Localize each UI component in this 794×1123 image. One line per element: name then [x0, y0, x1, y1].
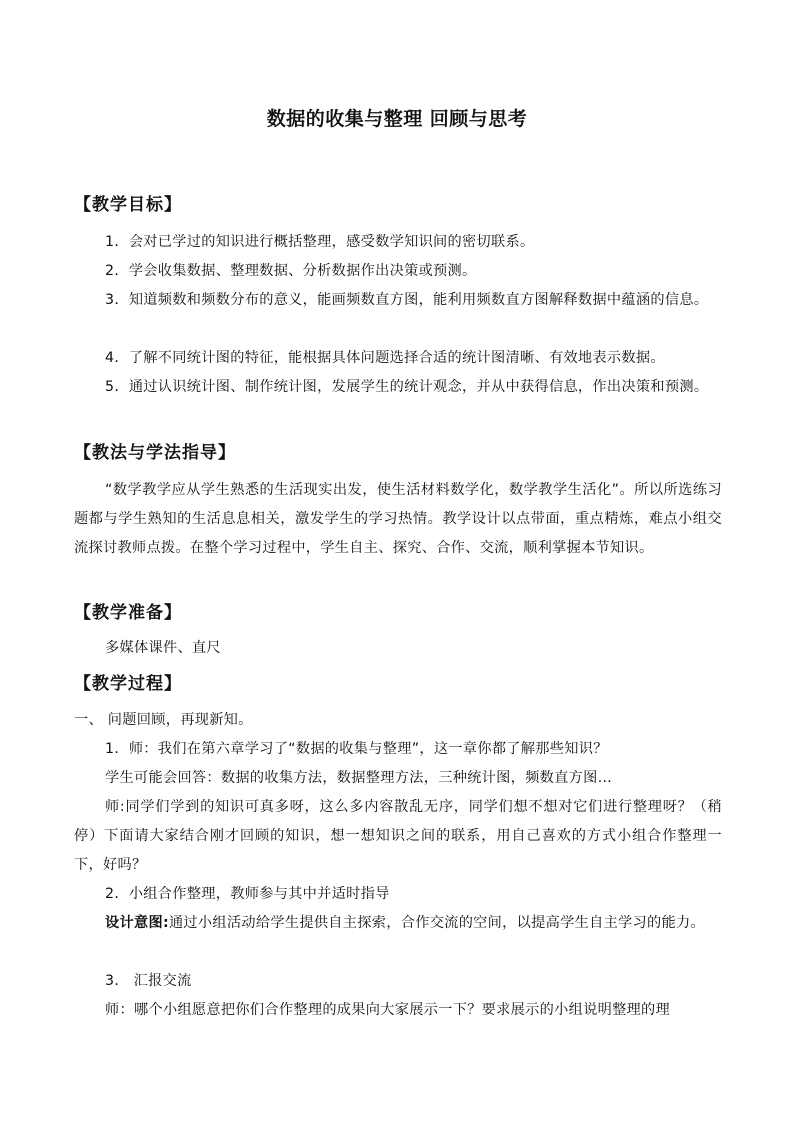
design-intent-paragraph [74, 909, 722, 938]
process-step-1: 一、 问题回顾，再现新知。 [74, 712, 253, 728]
design-intent-text: 通过小组活动给学生提供自主探索，合作交流的空间，以提高学生自主学习的能力。 [168, 915, 705, 931]
process-paragraph-4: 2．小组合作整理，教师参与其中并适时指导 [105, 886, 390, 902]
objective-item-2: 2．学会收集数据、整理数据、分析数据作出决策或预测。 [105, 263, 477, 279]
process-paragraph-5: 3． 汇报交流 [105, 973, 192, 989]
objective-item-1: 1．会对已学过的知识进行概括整理，感受数学知识间的密切联系。 [105, 234, 535, 250]
process-paragraph-1: 1．师：我们在第六章学习了“数据的收集与整理”，这一章你都了解那些知识？ [105, 741, 608, 757]
process-paragraph-3: 师:同学们学到的知识可真多呀，这么多内容散乱无序，同学们想不想对它们进行整理呀？（稍停）下面请大家结合刚才回顾的知识，想一想知识之间的联系，用自己喜欢的方式小组合作整理一下，好吗？ [74, 799, 722, 873]
heading-preparation: 【教学准备】 [74, 603, 182, 623]
process-paragraph-2: 学生可能会回答：数据的收集方法，数据整理方法，三种统计图，频数直方图… [105, 770, 613, 786]
preparation-text: 多媒体课件、直尺 [105, 640, 221, 656]
process-paragraph-6: 师：哪个小组愿意把你们合作整理的成果向大家展示一下？要求展示的小组说明整理的理 [105, 1002, 671, 1018]
document-title: 数据的收集与整理 回顾与思考 [266, 108, 528, 130]
objective-item-3: 3．知道频数和频数分布的意义，能画频数直方图，能利用频数直方图解释数据中蕴涵的信息。 [105, 292, 709, 308]
heading-objectives: 【教学目标】 [74, 195, 182, 215]
heading-methods: 【教法与学法指导】 [74, 443, 236, 463]
heading-process: 【教学过程】 [74, 674, 182, 694]
objective-item-5: 5．通过认识统计图、制作统计图，发展学生的统计观念，并从中获得信息，作出决策和预测。 [105, 379, 709, 395]
methods-paragraph: “数学教学应从学生熟悉的生活现实出发，使生活材料数学化，数学教学生活化”。所以所选练习题都与学生熟知的生活息息相关，激发学生的学习热情。教学设计以点带面，重点精炼，难点小组交流探讨教师点拨。在整个学习过程中，学生自主、探究、合作、交流，顺利掌握本节知识。 [74, 482, 722, 556]
objective-item-4: 4．了解不同统计图的特征，能根据具体问题选择合适的统计图清晰、有效地表示数据。 [105, 350, 665, 366]
design-intent-label: 设计意图: [105, 915, 169, 931]
